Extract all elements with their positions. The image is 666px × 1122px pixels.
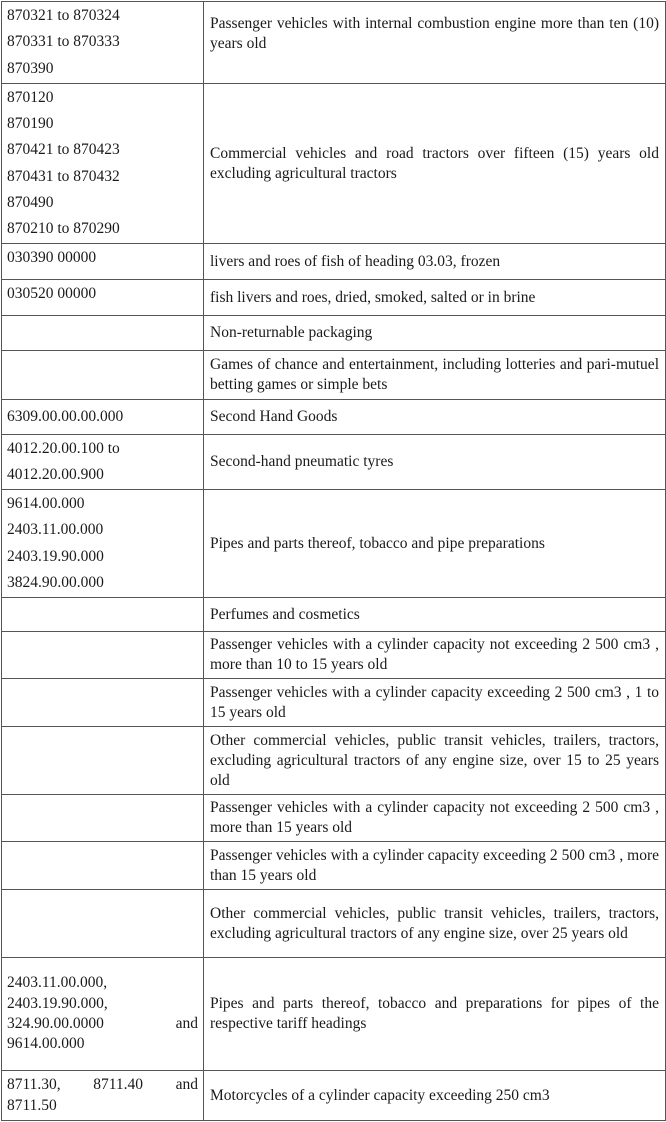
description-cell [204,316,666,351]
table-row [2,632,666,679]
description-cell [204,280,666,316]
tariff-code-cell [2,84,204,244]
tariff-code-part: 324.90.00.0000 [7,1015,104,1032]
description-cell [204,2,666,84]
tariff-code-cell [2,598,204,632]
tariff-code-cell [2,842,204,890]
table-row [2,280,666,316]
tariff-code: 4012.20.00.900 [7,466,104,483]
tariff-code-cell [2,316,204,351]
tariff-code [7,1014,198,1034]
goods-description: Perfumes and cosmetics [210,605,360,623]
tariff-code-cell [2,679,204,727]
description-cell [204,632,666,679]
tariff-code: 2403.19.90.000, [7,994,108,1012]
table-row [2,400,666,435]
tariff-code-part: 8711.40 [93,1076,144,1094]
table-row [2,351,666,400]
goods-description: Passenger vehicles with a cylinder capacity not exceeding 2 500 cm3 , more than 10 to 15 years old [210,636,659,673]
goods-description: Other commercial vehicles, public transit vehicles, trailers, tractors, excluding agricultural tractors of any engine size, over 15 to 25 years old [210,731,659,789]
goods-description: Commercial vehicles and road tractors over fifteen (15) years old excluding agricultural tractors [210,144,659,182]
tariff-code: 870210 to 870290 [7,220,120,238]
goods-description: Passenger vehicles with a cylinder capacity not exceeding 2 500 cm3 , more than 15 years old [210,799,659,836]
goods-description: Pipes and parts thereof, tobacco and pipe preparations [210,534,545,552]
table-row [2,435,666,490]
tariff-code: 6309.00.00.00.000 [7,407,124,425]
tariff-code-cell [2,1071,204,1121]
table-row [2,727,666,795]
tariff-code: 9614.00.000 [7,494,85,512]
goods-description: Pipes and parts thereof, tobacco and preparations for pipes of the respective tariff headings [210,995,659,1032]
description-cell [204,727,666,795]
description-cell [204,435,666,490]
table-row [2,490,666,598]
tariff-code-cell [2,244,204,280]
table-row [2,679,666,727]
goods-description: livers and roes of fish of heading 03.03, frozen [210,252,501,270]
tariff-code: 870321 to 870324 [7,7,120,25]
tariff-code-cell [2,400,204,435]
tariff-code: 870431 to 870432 [7,167,120,185]
tariff-code: 870490 [7,193,54,211]
tariff-code: 4012.20.00.100 to [7,439,120,457]
goods-description: Other commercial vehicles, public transit vehicles, trailers, tractors, excluding agricultural tractors of any engine size, over 25 years old [210,904,659,942]
goods-description: Second-hand pneumatic tyres [210,453,394,470]
goods-description: fish livers and roes, dried, smoked, salted or in brine [210,288,536,306]
tariff-code: 9614.00.000 [7,1035,85,1053]
tariff-code: 3824.90.00.000 [7,573,104,591]
description-cell [204,400,666,435]
tariff-code-cell [2,958,204,1071]
tariff-code: 030390 00000 [7,249,97,266]
description-cell [204,490,666,598]
goods-description: Second Hand Goods [210,408,338,425]
description-cell [204,842,666,890]
tariff-code: 2403.11.00.000 [7,521,104,539]
tariff-table [1,1,666,1121]
tariff-code: 870421 to 870423 [7,141,120,159]
description-cell [204,84,666,244]
tariff-code: 8711.50 [7,1096,57,1114]
table-row [2,84,666,244]
tariff-code-cell [2,795,204,842]
table-row [2,842,666,890]
tariff-code: 870190 [7,114,54,132]
table-row [2,958,666,1071]
description-cell [204,890,666,958]
tariff-code: 870390 [7,59,54,77]
tariff-code-cell [2,727,204,795]
description-cell [204,958,666,1071]
goods-description: Games of chance and entertainment, including lotteries and pari-mutuel betting games or simple bets [210,356,659,393]
table-row [2,795,666,842]
tariff-code-cell [2,351,204,400]
description-cell [204,598,666,632]
tariff-code-conjunction: and [175,1015,198,1032]
goods-description: Passenger vehicles with a cylinder capacity exceeding 2 500 cm3 , more than 15 years old [210,846,659,884]
tariff-code: 870120 [7,88,54,106]
tariff-code-cell [2,490,204,598]
goods-description: Non-returnable packaging [210,324,373,341]
tariff-code-cell [2,2,204,84]
description-cell [204,244,666,280]
goods-description: Motorcycles of a cylinder capacity exceeding 250 cm3 [210,1086,550,1104]
table-row [2,598,666,632]
tariff-code-cell [2,890,204,958]
table-row [2,890,666,958]
description-cell [204,351,666,400]
table-row [2,316,666,351]
description-cell [204,1071,666,1121]
tariff-code: 870331 to 870333 [7,33,120,51]
description-cell [204,795,666,842]
goods-description: Passenger vehicles with internal combustion engine more than ten (10) years old [210,15,659,52]
goods-description: Passenger vehicles with a cylinder capacity exceeding 2 500 cm3 , 1 to 15 years old [210,683,659,721]
tariff-code-cell [2,280,204,316]
tariff-code-conjunction: and [175,1076,198,1094]
table-row [2,2,666,84]
tariff-code-cell [2,632,204,679]
description-cell [204,679,666,727]
tariff-code: 030520 00000 [7,285,97,302]
tariff-code: 2403.19.90.000 [7,547,104,565]
tariff-code [7,1075,198,1095]
table-row [2,1071,666,1121]
tariff-code-cell [2,435,204,490]
tariff-code: 2403.11.00.000, [7,974,108,992]
tariff-code-part: 8711.30, [7,1076,61,1094]
table-row [2,244,666,280]
